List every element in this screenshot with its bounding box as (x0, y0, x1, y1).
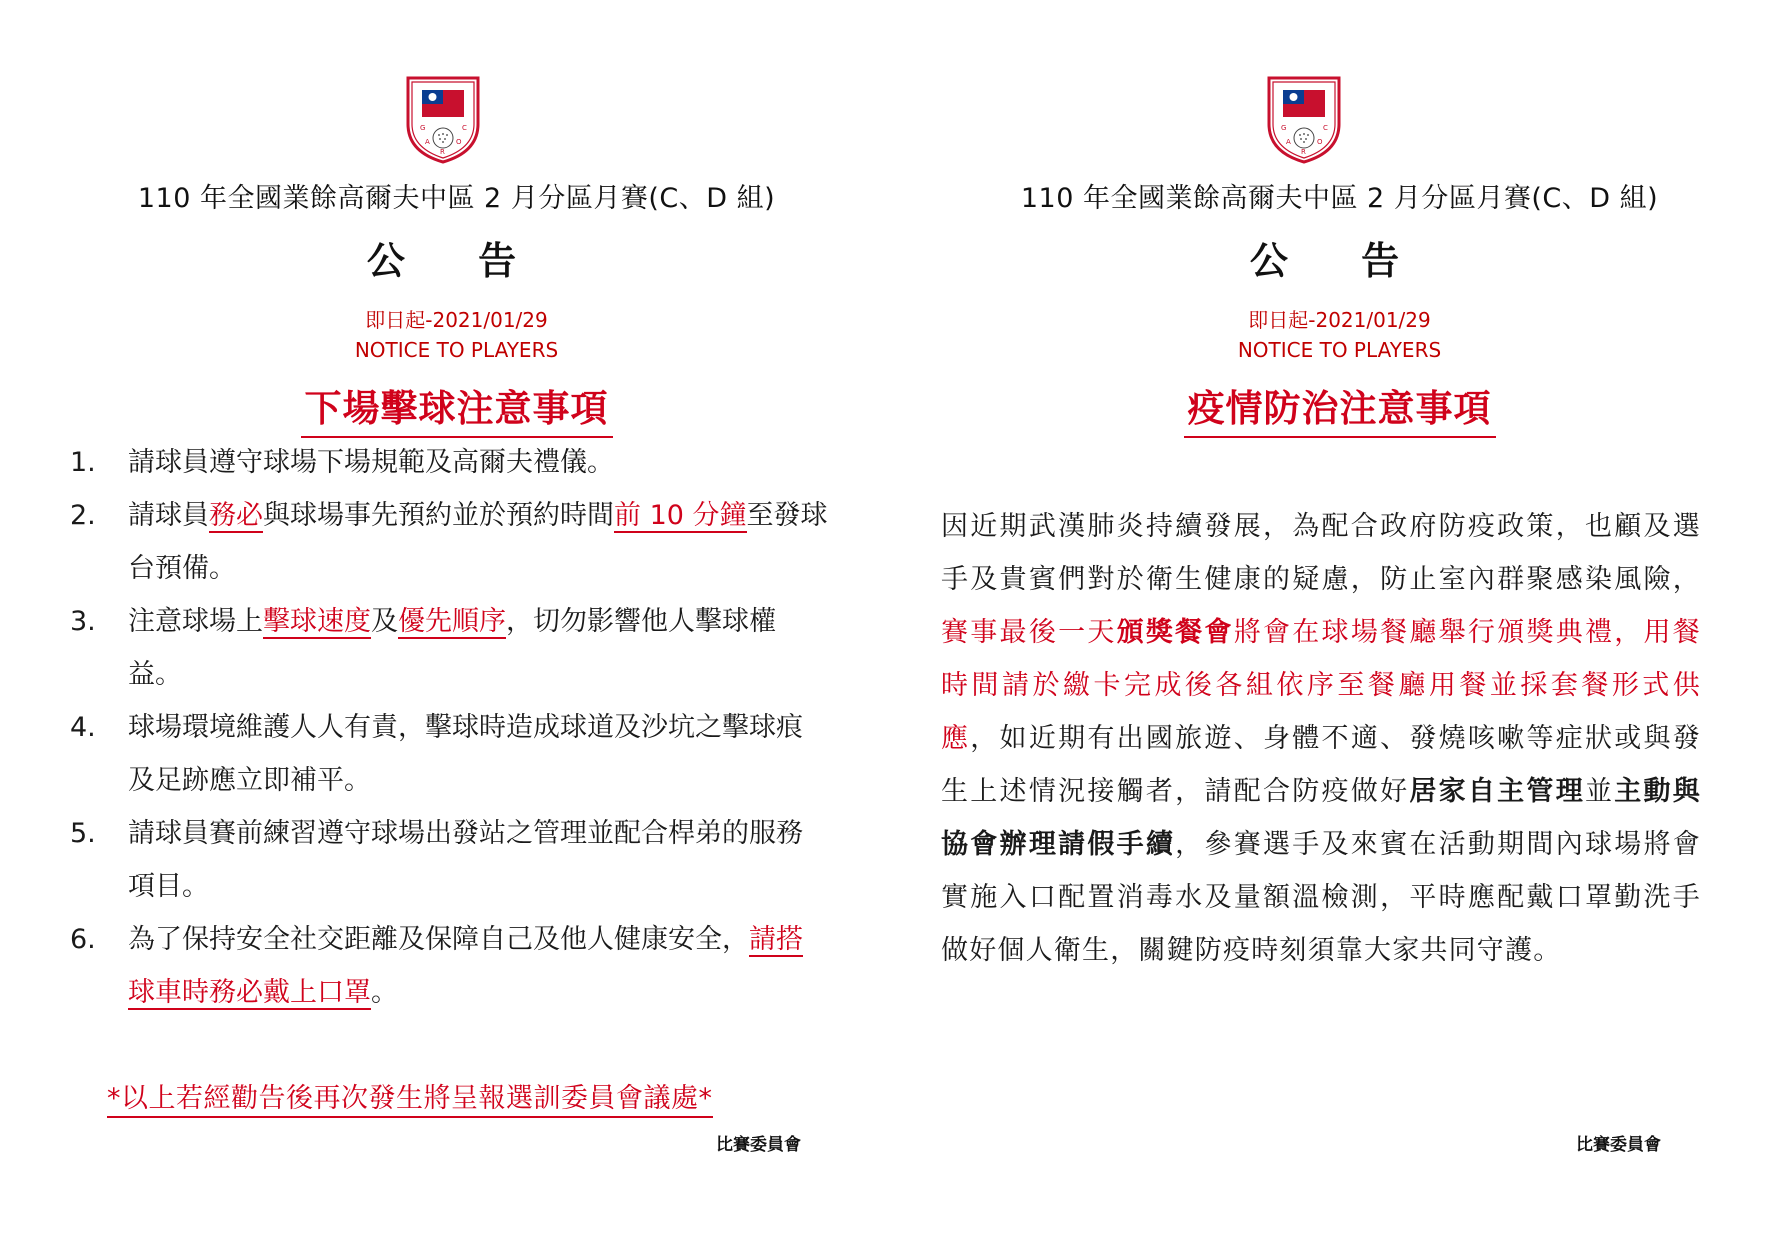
notice-label: NOTICE TO PLAYERS (1237, 338, 1442, 362)
rule-text-segment: 球場環境維護人人有責，擊球時造成球道及沙坑之擊球痕及足跡應立即補平。 (128, 712, 803, 796)
rule-item (70, 913, 860, 1019)
rule-text-segment: 與球場事先預約並於預約時間 (263, 500, 614, 531)
rule-text (128, 913, 828, 1019)
rule-text-segment: 注意球場上 (128, 606, 263, 637)
rule-item (70, 436, 860, 489)
svg-text:C: C (1323, 124, 1328, 132)
emphasis-text: 前 10 分鐘 (614, 500, 747, 531)
rule-text-segment: 為了保持安全社交距離及保障自己及他人健康安全， (128, 924, 749, 955)
announcement-heading: 公 告 (1249, 239, 1430, 283)
rule-text (128, 807, 828, 913)
emphasis-text: 優先順序 (398, 606, 506, 637)
rule-text-segment: 請球員遵守球場下場規範及高爾夫禮儀。 (128, 447, 614, 478)
svg-text:G: G (1281, 124, 1287, 132)
notice-label: NOTICE TO PLAYERS (354, 338, 559, 362)
signature: 比賽委員會 (1576, 1135, 1661, 1155)
warning-note: *以上若經勸告後再次發生將呈報選訓委員會議處* (107, 1076, 713, 1118)
pandemic-notice-paragraph (941, 500, 1701, 977)
svg-text:A: A (1286, 138, 1291, 146)
rule-item (70, 595, 860, 701)
svg-text:O: O (456, 138, 462, 146)
rule-number: 1. (70, 447, 96, 478)
highlight-text: 賽事最後一天 (941, 617, 1117, 648)
rule-number: 5. (70, 818, 96, 849)
bold-text: 主動與協會辦理請假手續 (941, 776, 1702, 860)
page-title: 110 年全國業餘高爾夫中區 2 月分區月賽(C、D 組) (137, 183, 776, 214)
paragraph-text-segment: 因近期武漢肺炎持續發展，為配合政府防疫政策，也顧及選手及貴賓們對於衛生健康的疑慮，防止室內群聚感染風險， (941, 511, 1701, 595)
svg-text:A: A (425, 138, 430, 146)
rule-text-segment: 請球員賽前練習遵守球場出發站之管理並配合桿弟的服務項目。 (128, 818, 803, 902)
section-heading: 下場擊球注意事項 (0, 378, 883, 438)
page-title: 110 年全國業餘高爾夫中區 2 月分區月賽(C、D 組) (1020, 183, 1659, 214)
paragraph-text-segment: ，參賽選手及來賓在活動期間內球場將會實施入口配置消毒水及量額溫檢測，平時應配戴口罩勤洗手做好個人衛生，關鍵防疫時刻須靠大家共同守護。 (941, 829, 1701, 966)
rule-item (70, 807, 860, 913)
rule-item (70, 489, 860, 595)
rule-text (128, 701, 828, 807)
paragraph-text-segment: ，如近期有出國旅遊、身體不適、發燒咳嗽等症狀或與發生上述情況接觸者，請配合防疫做好 (941, 723, 1702, 807)
effective-date: 即日起-2021/01/29 (365, 308, 548, 332)
bold-text: 居家自主管理 (1409, 776, 1585, 807)
rule-text (128, 489, 828, 595)
garoc-emblem-icon (402, 72, 484, 164)
svg-text:C: C (462, 124, 467, 132)
rule-number: 6. (70, 924, 96, 955)
emphasis-text: 擊球速度 (263, 606, 371, 637)
svg-text:R: R (440, 148, 445, 156)
rule-number: 4. (70, 712, 96, 743)
svg-text:O: O (1317, 138, 1323, 146)
svg-text:R: R (1301, 148, 1306, 156)
section-heading: 疫情防治注意事項 (883, 378, 1766, 438)
rule-text-segment: 請球員 (128, 500, 209, 531)
emphasis-text: 務必 (209, 500, 263, 531)
rule-text-segment: 。 (371, 977, 398, 1008)
right-notice-panel (883, 0, 1766, 1241)
highlight-text: 頒獎餐會 (1116, 617, 1234, 648)
rule-text-segment: 及 (371, 606, 398, 637)
rule-number: 2. (70, 500, 96, 531)
rule-text-segment: ，切勿影響他人擊球權益。 (128, 606, 776, 690)
rule-text (128, 595, 828, 701)
signature: 比賽委員會 (716, 1135, 801, 1155)
effective-date: 即日起-2021/01/29 (1248, 308, 1431, 332)
announcement-heading: 公 告 (366, 239, 547, 283)
highlight-text: 將會在球場餐廳舉行頒獎典禮，用餐時間請於繳卡完成後各組依序至餐廳用餐並採套餐形式供應 (941, 617, 1702, 754)
rule-number: 3. (70, 606, 96, 637)
garoc-emblem-icon (1263, 72, 1345, 164)
rules-list (70, 436, 860, 1019)
rule-text (128, 436, 828, 489)
paragraph-text-segment: 並 (1584, 776, 1615, 807)
rule-text-segment: 至發球台預備。 (128, 500, 828, 584)
rule-item (70, 701, 860, 807)
svg-text:G: G (420, 124, 426, 132)
emphasis-text: 請搭球車時務必戴上口罩 (128, 924, 803, 1008)
